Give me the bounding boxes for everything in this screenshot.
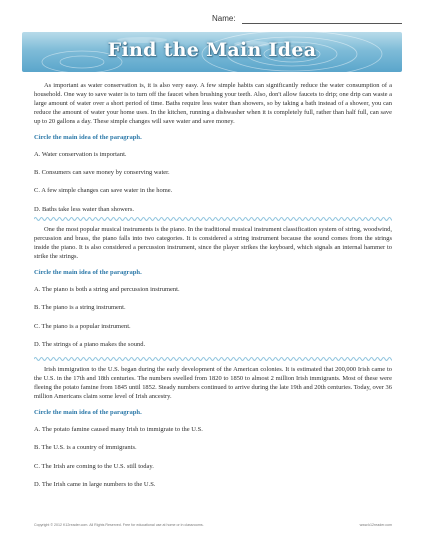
passage-1 [34, 82, 392, 214]
footer [34, 523, 392, 527]
name-line[interactable] [242, 23, 402, 24]
passage-3 [34, 366, 392, 489]
passage-3-text: Irish immigration to the U.S. began during the early development of the American colonies. It is estimated that 200,000 Irish came to the U.S. in the 17th and 18th centuries. The numbers swelled from 1820 to 1850 to almost 2 million Irish immigrants. Most of these were fleeing the potato famine from 1845 until 1852. Steady numbers continued to arrive during the late 19th and 20th centuries. Today, over 36 million Americans claim some level of Irish ancestry. [34, 366, 392, 400]
name-field[interactable] [212, 12, 402, 26]
question-heading: Circle the main idea of the paragraph. [34, 268, 142, 276]
question-heading: Circle the main idea of the paragraph. [34, 408, 142, 416]
choice-list [34, 151, 392, 214]
choice-a[interactable]: A. The piano is both a string and percussion instrument. [34, 285, 180, 293]
choice-d[interactable]: D. The Irish came in large numbers to the U.S. [34, 480, 156, 488]
title-banner [22, 32, 402, 72]
choice-c[interactable]: C. A few simple changes can save water in the home. [34, 187, 173, 195]
passage-1-text: As important as water conservation is, it is also very easy. A few simple habits can significantly reduce the water consumption of a household. One way to save water is to turn off the faucet when brushing your teeth. Also, don't allow faucets to drip; one drip can waste a large amount of water over a short period of time. Baths require less water than showers, so by taking a bath instead of a shower, you can reduce the amount of water your home uses. In the kitchen, running a dishwasher when it is completely full, rather than half full, can save up to 20 gallons a day. These simple changes will save water and save money. [34, 82, 392, 125]
passage-text [34, 82, 392, 127]
choice-d[interactable]: D. Baths take less water than showers. [34, 205, 135, 213]
wave-divider [34, 216, 392, 222]
choice-c[interactable]: C. The piano is a popular instrument. [34, 322, 131, 330]
website-link[interactable]: www.k12reader.com [359, 523, 392, 527]
choice-b[interactable]: B. The U.S. is a country of immigrants. [34, 444, 137, 452]
passage-text [34, 366, 392, 402]
wave-divider [34, 356, 392, 362]
passage-text [34, 226, 392, 262]
name-label: Name: [212, 14, 236, 23]
page-title: Find the Main Idea [107, 39, 317, 61]
passage-2-text: One the most popular musical instruments is the piano. In the traditional musical instrument classification system of string, woodwind, percussion and brass, the piano falls into two categories. It is considered a string instrument because the sound comes from the strings inside the piano. It is also considered a percussion instrument, since the player strikes the keyboard, which signals an internal hammer to strike the strings. [34, 226, 392, 260]
choice-c[interactable]: C. The Irish are coming to the U.S. still today. [34, 462, 154, 470]
choice-d[interactable]: D. The strings of a piano makes the sound. [34, 340, 146, 348]
choice-b[interactable]: B. The piano is a string instrument. [34, 304, 126, 312]
choice-a[interactable]: A. Water conservation is important. [34, 150, 127, 158]
choice-b[interactable]: B. Consumers can save money by conserving water. [34, 169, 170, 177]
choice-list [34, 286, 392, 349]
question-heading: Circle the main idea of the paragraph. [34, 133, 142, 141]
copyright-text: Copyright © 2012 K12reader.com. All Rights Reserved. Free for educational use at home or in classrooms. [34, 523, 204, 527]
passage-2 [34, 226, 392, 349]
choice-a[interactable]: A. The potato famine caused many Irish to immigrate to the U.S. [34, 425, 203, 433]
choice-list [34, 426, 392, 489]
